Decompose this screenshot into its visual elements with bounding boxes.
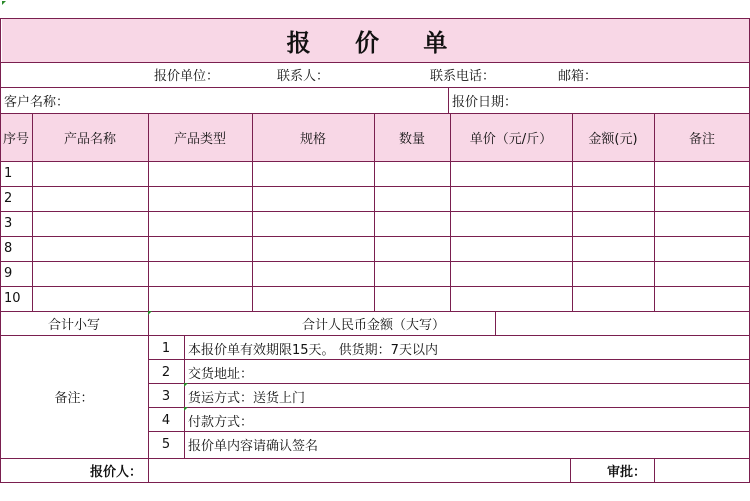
cell-comment-mark bbox=[2, 1, 6, 5]
notes-label: 备注： bbox=[54, 390, 94, 406]
grid-line bbox=[448, 88, 449, 114]
column-header: 序号 bbox=[0, 114, 32, 161]
grid-line bbox=[0, 87, 750, 88]
grid-line bbox=[184, 335, 185, 458]
grid-line bbox=[0, 261, 750, 262]
grid-line bbox=[0, 236, 750, 237]
grid-line bbox=[0, 286, 750, 287]
quote-unit-label: 报价单位： bbox=[154, 69, 220, 84]
column-header: 产品名称 bbox=[32, 114, 148, 161]
column-header: 单价（元/斤） bbox=[450, 114, 572, 161]
grid-line bbox=[0, 335, 750, 336]
note-number: 1 bbox=[161, 340, 171, 356]
grid-line bbox=[570, 458, 571, 482]
grid-line bbox=[0, 161, 750, 162]
grid-line bbox=[32, 114, 33, 311]
note-number: 3 bbox=[161, 388, 171, 404]
column-header: 规格 bbox=[252, 114, 374, 161]
grid-line bbox=[450, 114, 451, 311]
row-number: 2 bbox=[4, 191, 13, 206]
column-header: 金额(元) bbox=[572, 114, 654, 161]
quoter-label: 报价人： bbox=[89, 464, 142, 480]
note-number: 5 bbox=[161, 436, 171, 452]
note-text: 本报价单有效期限15天。 供货期：7天以内 bbox=[188, 342, 438, 358]
customer-name-label: 客户名称： bbox=[4, 95, 70, 110]
sheet-title: 报 价 单 bbox=[2, 18, 750, 62]
row-number: 8 bbox=[4, 241, 13, 256]
grid-line bbox=[148, 407, 750, 408]
grid-line bbox=[148, 359, 750, 360]
column-header: 产品类型 bbox=[148, 114, 252, 161]
note-text: 交货地址： bbox=[188, 366, 254, 382]
grid-line bbox=[0, 311, 750, 312]
grid-line bbox=[148, 458, 149, 482]
grid-line bbox=[0, 458, 750, 459]
cell-comment-mark bbox=[184, 407, 188, 411]
quotation-sheet bbox=[0, 18, 750, 482]
column-header: 数量 bbox=[374, 114, 450, 161]
total-rmb-label: 合计人民币金额（大写） bbox=[301, 317, 445, 333]
note-number: 2 bbox=[161, 364, 171, 380]
quote-date-label: 报价日期： bbox=[452, 95, 518, 110]
approve-label: 审批： bbox=[606, 464, 646, 480]
column-header: 备注 bbox=[654, 114, 750, 161]
subtotal-label: 合计小写 bbox=[47, 317, 100, 333]
grid-line bbox=[654, 114, 655, 311]
grid-line bbox=[0, 186, 750, 187]
grid-line bbox=[0, 18, 750, 19]
grid-line bbox=[148, 431, 750, 432]
email-label: 邮箱： bbox=[558, 69, 598, 84]
note-text: 货运方式：送货上门 bbox=[188, 390, 306, 406]
note-text: 付款方式： bbox=[188, 414, 254, 430]
grid-line bbox=[495, 311, 496, 335]
cell-comment-mark bbox=[184, 383, 188, 387]
grid-line bbox=[0, 482, 750, 483]
phone-label: 联系电话： bbox=[430, 69, 496, 84]
cell-comment-mark bbox=[148, 311, 152, 315]
row-number: 3 bbox=[4, 216, 13, 231]
row-number: 10 bbox=[4, 291, 21, 306]
grid-line bbox=[148, 335, 149, 458]
grid-line bbox=[374, 114, 375, 311]
grid-line bbox=[148, 383, 750, 384]
row-number: 1 bbox=[4, 166, 13, 181]
grid-line bbox=[0, 62, 750, 63]
contact-label: 联系人： bbox=[277, 69, 330, 84]
grid-line bbox=[654, 458, 655, 482]
note-text: 报价单内容请确认签名 bbox=[188, 438, 319, 454]
grid-line bbox=[0, 113, 750, 114]
grid-line bbox=[252, 114, 253, 311]
grid-line bbox=[148, 114, 149, 311]
grid-line bbox=[572, 114, 573, 311]
note-number: 4 bbox=[161, 412, 171, 428]
row-number: 9 bbox=[4, 266, 13, 281]
grid-line bbox=[0, 211, 750, 212]
